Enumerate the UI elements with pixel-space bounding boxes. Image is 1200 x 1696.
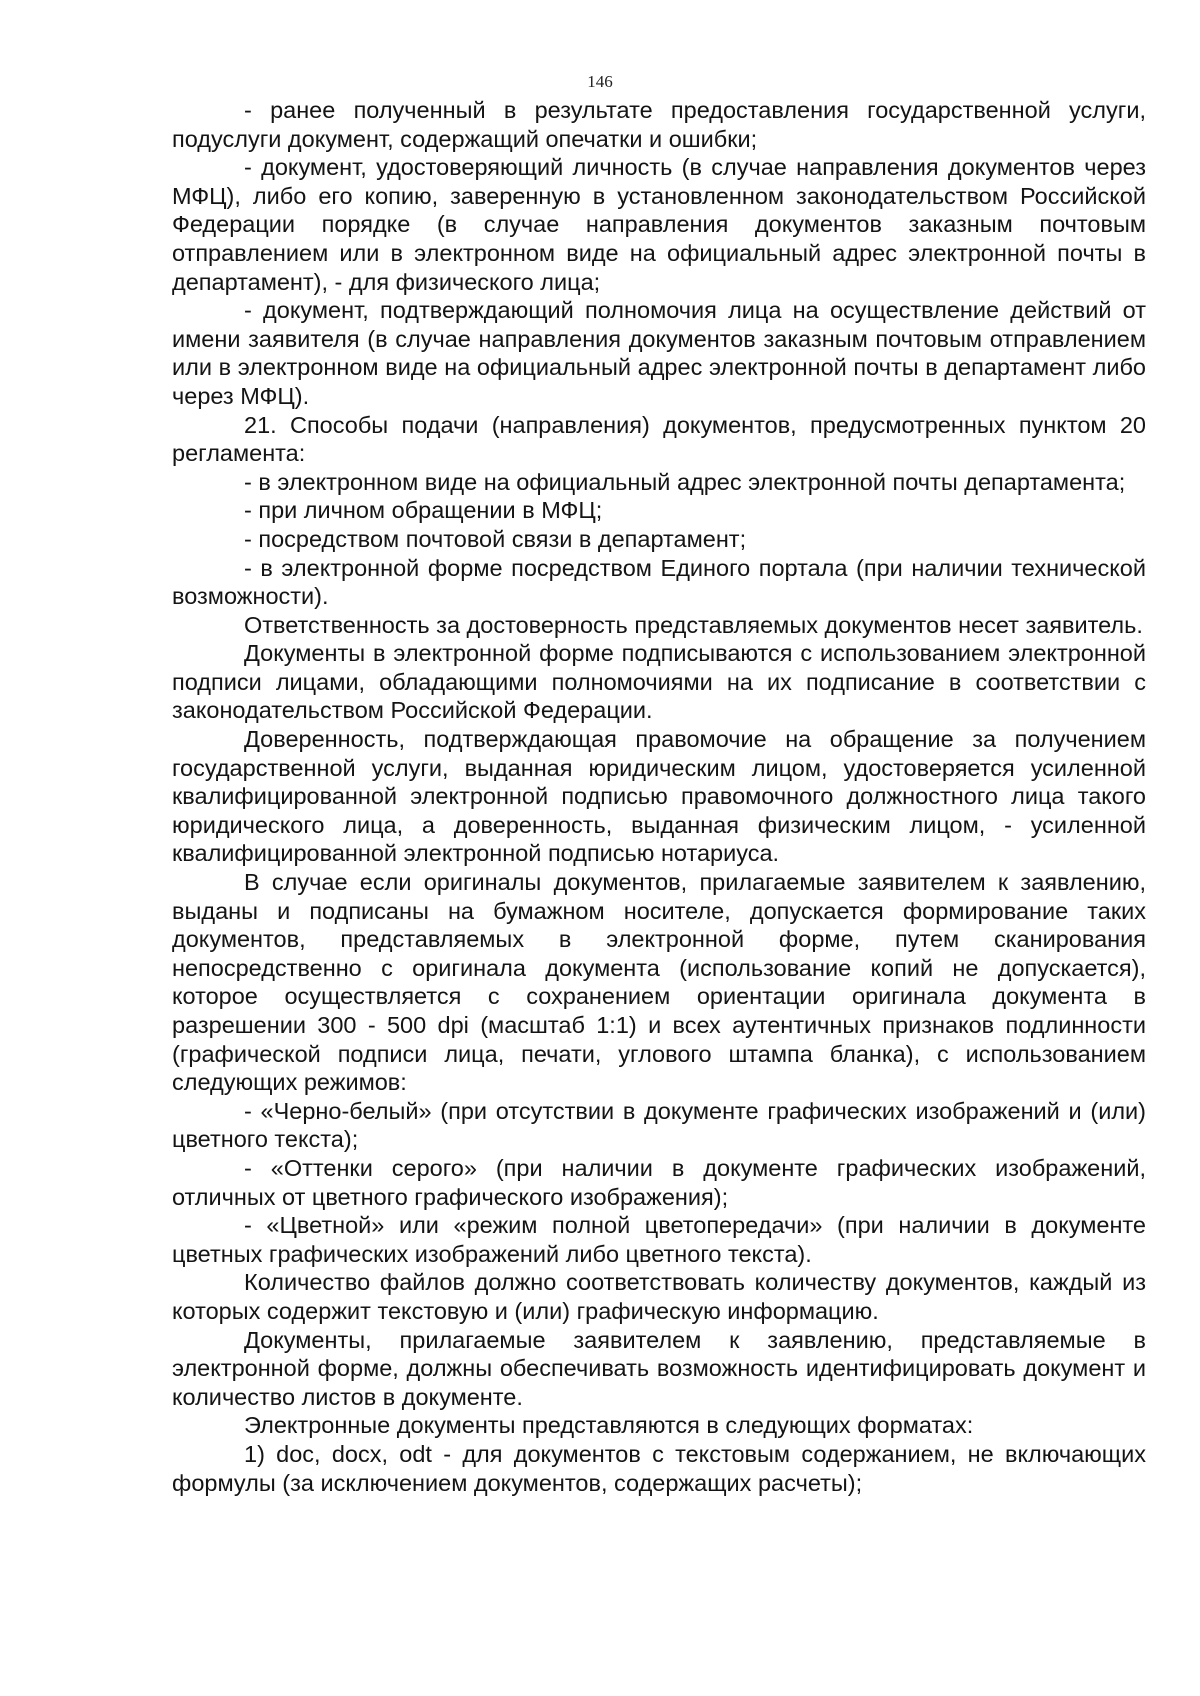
paragraph-corrected-document: - ранее полученный в результате предоставления государственной услуги, подуслуги документ, содержащий опечатки и ошибки; [172, 97, 1146, 152]
paragraph-mode-black-white: - «Черно-белый» (при отсутствии в документе графических изображений и (или) цветного текста); [172, 1097, 1146, 1153]
paragraph-identification: Документы, прилагаемые заявителем к заявлению, представляемые в электронной форме, должны обеспечивать возможность идентифицировать документ и количество листов в документе. [172, 1326, 1146, 1410]
paragraph-electronic-signature: Документы в электронной форме подписываются с использованием электронной подписи лицами, обладающими полномочиями на их подписание в соответствии с законодательством Российской Федерации. [172, 640, 1146, 724]
paragraph-formats-intro: Электронные документы представляются в следующих форматах: [244, 1412, 974, 1439]
paragraph-method-email: - в электронном виде на официальный адрес электронной почты департамента; [244, 468, 1126, 495]
paragraph-method-post: - посредством почтовой связи в департамент; [244, 525, 747, 552]
paragraph-responsibility: Ответственность за достоверность представляемых документов несет заявитель. [244, 611, 1143, 638]
paragraph-method-mfc: - при личном обращении в МФЦ; [244, 497, 603, 524]
paragraph-format-doc: 1) doc, docx, odt - для документов с текстовым содержанием, не включающих формулы (за исключением документов, содержащих расчеты); [172, 1440, 1146, 1496]
paragraph-scanning-rules: В случае если оригиналы документов, прилагаемые заявителем к заявлению, выданы и подписаны на бумажном носителе, допускается формирование таких документов, представляемых в электронной форме, путем сканирования непосредственно с оригинала документа (использование копий не допускается), которое осуществляется с сохранением ориентации оригинала документа в разрешении 300 - 500 dpi (масштаб 1:1) и всех аутентичных признаков подлинности (графической подписи лица, печати, углового штампа бланка), с использованием следующих режимов: [172, 869, 1146, 1096]
paragraph-power-of-attorney: Доверенность, подтверждающая правомочие на обращение за получением государственной услуги, выданная юридическим лицом, удостоверяется усиленной квалифицированной электронной подписью правомочного должностного лица такого юридического лица, а доверенность, выданная физическим лицом, - усиленной квалифицированной электронной подписью нотариуса. [172, 726, 1146, 867]
paragraph-authority-document: - документ, подтверждающий полномочия лица на осуществление действий от имени заявителя (в случае направления документов заказным почтовым отправлением или в электронном виде на официальный адрес электронной почты в департамент либо через МФЦ). [172, 297, 1146, 409]
paragraph-method-portal: - в электронной форме посредством Единого портала (при наличии технической возможности). [172, 554, 1146, 610]
document-body [172, 96, 1146, 1497]
paragraph-mode-color: - «Цветной» или «режим полной цветопередачи» (при наличии в документе цветных графических изображений либо цветного текста). [172, 1212, 1146, 1267]
paragraph-file-count: Количество файлов должно соответствовать количеству документов, каждый из которых содержит текстовую и (или) графическую информацию. [172, 1269, 1146, 1324]
paragraph-mode-grayscale: - «Оттенки серого» (при наличии в документе графических изображений, отличных от цветного графического изображения); [172, 1154, 1146, 1210]
page-number: 146 [587, 72, 613, 91]
paragraph-submission-methods: 21. Способы подачи (направления) документов, предусмотренных пунктом 20 регламента: [172, 411, 1146, 467]
paragraph-identity-document: - документ, удостоверяющий личность (в случае направления документов через МФЦ), либо его копию, заверенную в установленном законодательством Российской Федерации порядке (в случае направления документов заказным почтовым отправлением или в электронном виде на официальный адрес электронной почты в департамент), - для физического лица; [172, 154, 1146, 295]
